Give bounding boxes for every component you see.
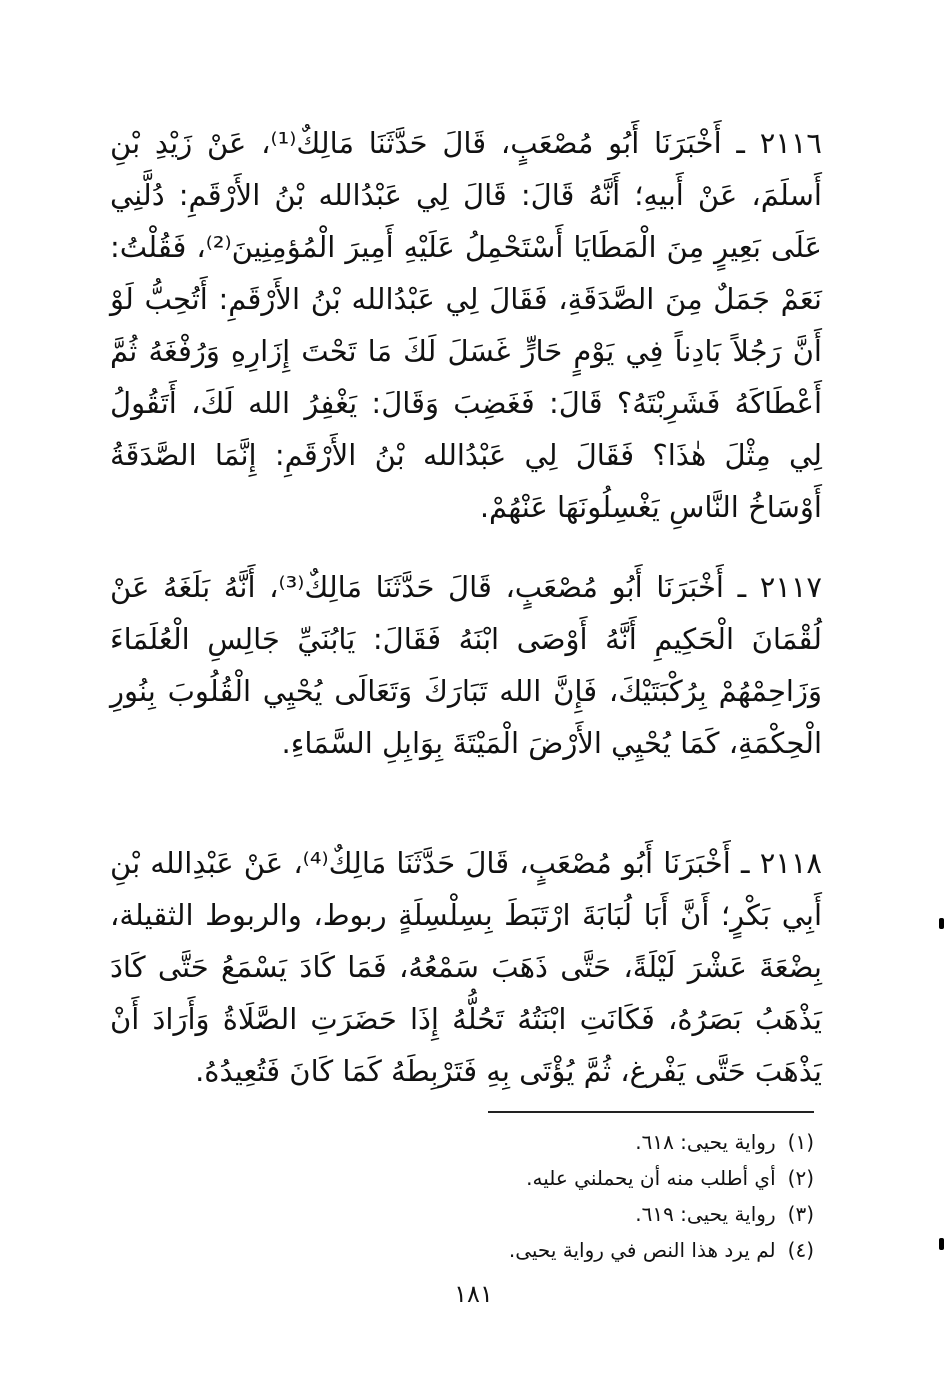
footnote-text: لم يرد هذا النص في رواية يحيى.	[508, 1238, 776, 1262]
footnote-divider	[488, 1111, 814, 1113]
scan-mark	[939, 918, 944, 929]
footnote-4	[300, 1232, 814, 1268]
hadith-dash: ـ	[723, 570, 760, 604]
footnote-text: أي أطلب منه أن يحملني عليه.	[526, 1166, 776, 1190]
hadith-number: ٢١١٧	[759, 570, 822, 604]
hadith-2116	[110, 117, 822, 533]
scan-mark	[939, 1238, 944, 1250]
hadith-dash: ـ	[721, 126, 760, 160]
hadith-2117	[110, 561, 822, 769]
hadith-2118	[110, 837, 822, 1097]
footnote-number: (٤)	[787, 1238, 814, 1262]
footnotes	[300, 1124, 814, 1268]
hadith-dash: ـ	[730, 846, 760, 880]
hadith-text: أَخْبَرَنَا أَبُو مُصْعَبٍ، قَالَ حَدَّثَنَا مَالِكٌ⁽⁴⁾، عَنْ عَبْدِالله بْنِ أَبِي بَكْرٍ؛ أَنَّ أَبَا لُبَابَةَ ارْتَبَطَ بِسِلْسِلَةٍ ربوط، والربوط الثقيلة، بِضْعَةَ عَشْرَ لَيْلَةً، حَتَّى ذَهَبَ سَمْعُهُ، فَمَا كَادَ يَسْمَعُ حَتَّى كَادَ يَذْهَبُ بَصَرُهُ، فَكَانَتِ ابْنَتُهُ تَحُلُّهُ إِذَا حَضَرَتِ الصَّلَاةُ وَأَرَادَ أَنْ يَذْهَبَ حَتَّى يَفْرغ، ثُمَّ يُؤْتَى بِهِ فَتَرْبِطَهُ كَمَا كَانَ فَتُعِيدُهُ.	[110, 846, 822, 1088]
footnote-2	[300, 1160, 814, 1196]
hadith-number: ٢١١٨	[759, 846, 823, 880]
footnote-1	[300, 1124, 814, 1160]
hadith-text: أَخْبَرَنَا أَبُو مُصْعَبٍ، قَالَ حَدَّثَنَا مَالِكٌ⁽¹⁾، عَنْ زَيْدِ بْنِ أَسلَمَ، عَنْ أَبيهِ؛ أَنَّهُ قَالَ: قَالَ لِي عَبْدُالله بْنُ الأَرْقَمِ: دُلَّنِي عَلَى بَعِيرٍ مِنَ الْمَطَايَا أَسْتَحْمِلُ عَلَيْهِ أَمِيرَ الْمُؤمِنِينَ⁽²⁾، فَقُلْتُ: نَعَمْ جَمَلٌ مِنَ الصَّدَقَةِ، فَقَالَ لِي عَبْدُالله بْنُ الأَرْقَمِ: أَتُحِبُّ لَوْ أَنَّ رَجُلاً بَادِناً فِي يَوْمٍ حَارٍّ غَسَلَ لَكَ مَا تَحْتَ إِزَارِهِ وَرُفْغَهُ ثُمَّ أَعْطَاكَهُ فَشَرِبْتَهُ؟ قَالَ: فَغَضِبَ وَقَالَ: يَغْفِرُ الله لَكَ، أَتَقُولُ لِي مِثْلَ هٰذَا؟ فَقَالَ لِي عَبْدُالله بْنُ الأَرْقَمِ: إِنَّمَا الصَّدَقَةُ أَوْسَاخُ النَّاسِ يَغْسِلُونَهَا عَنْهُمْ.	[110, 126, 822, 524]
footnote-number: (١)	[787, 1130, 814, 1154]
footnote-number: (٣)	[787, 1202, 814, 1226]
footnote-3	[300, 1196, 814, 1232]
footnote-text: رواية يحيى: ٦١٩.	[635, 1202, 776, 1226]
footnote-text: رواية يحيى: ٦١٨.	[635, 1130, 776, 1154]
hadith-text: أَخْبَرَنَا أَبُو مُصْعَبٍ، قَالَ حَدَّثَنَا مَالِكٌ⁽³⁾، أَنَّهُ بَلَغَهُ عَنْ لُقْمَانَ الْحَكِيمِ أَنَّهُ أَوْصَى ابْنَهُ فَقَالَ: يَابُنَيِّ جَالِسِ الْعُلَمَاءَ وَزَاحِمْهُمْ بِرُكْبَتَيْكَ، فَإِنَّ الله تَبَارَكَ وَتَعَالَى يُحْيِي الْقُلُوبَ بِنُورِ الْحِكْمَةِ، كَمَا يُحْيِي الأَرْضَ الْمَيْتَةَ بِوَابِلِ السَّمَاءِ.	[110, 570, 822, 760]
page-number: ١٨١	[454, 1280, 493, 1308]
hadith-number: ٢١١٦	[759, 126, 822, 160]
footnote-number: (٢)	[787, 1166, 814, 1190]
